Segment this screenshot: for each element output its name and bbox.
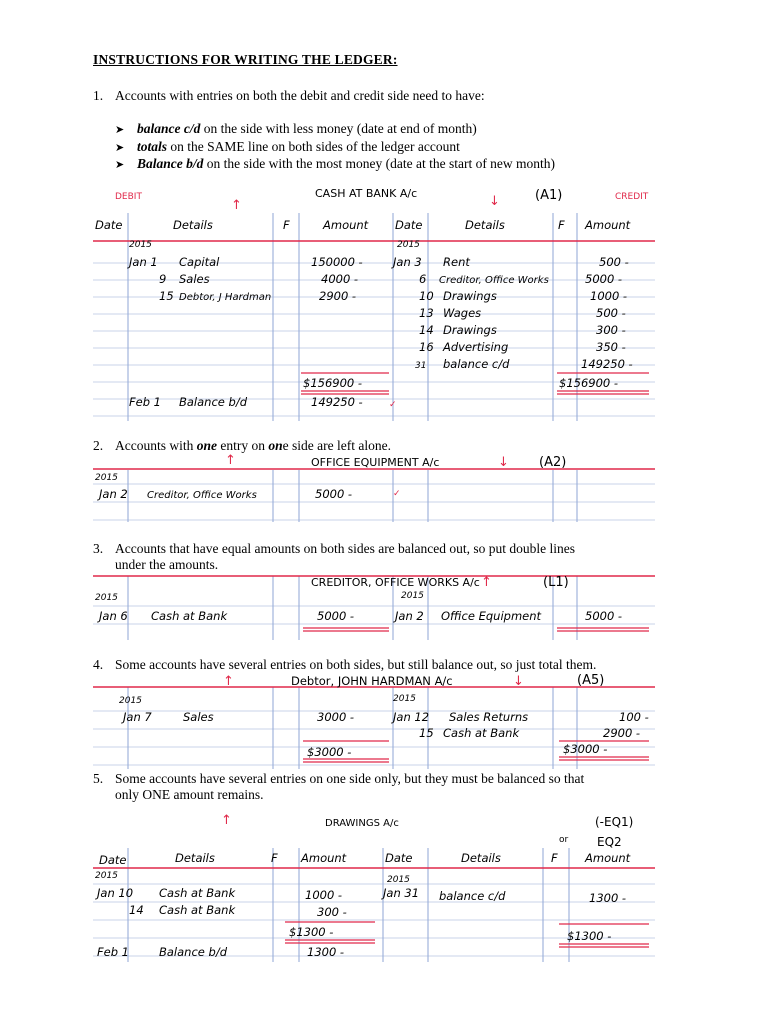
svg-text:2900 -: 2900 - — [603, 726, 641, 740]
svg-text:balance c/d: balance c/d — [439, 889, 506, 903]
svg-text:2015: 2015 — [397, 240, 420, 250]
svg-text:Sales: Sales — [183, 710, 214, 724]
svg-text:Jan 12: Jan 12 — [393, 710, 430, 724]
svg-text:2015: 2015 — [119, 696, 142, 706]
or-label: or — [559, 835, 569, 845]
svg-text:Jan 6: Jan 6 — [99, 609, 128, 623]
svg-text:1300 -: 1300 - — [307, 945, 345, 959]
up-arrow-icon: ↑ — [481, 575, 492, 590]
instruction-5: 5. Some accounts have several entries on one side only, but they must be balanced so that only ONE amount remains. — [93, 771, 585, 802]
svg-text:6: 6 — [419, 272, 427, 286]
account-code: (A2) — [539, 455, 567, 470]
svg-text:5000 -: 5000 - — [585, 609, 623, 623]
svg-text:2015: 2015 — [95, 473, 118, 483]
svg-text:15: 15 — [159, 289, 174, 303]
account-code: (-EQ1) — [595, 815, 634, 829]
up-arrow-icon: ↑ — [221, 813, 232, 828]
total-debit: $156900 - — [303, 376, 363, 390]
ledger-cash-at-bank — [93, 183, 655, 421]
svg-text:1000 -: 1000 - — [590, 289, 628, 303]
svg-text:Cash at Bank: Cash at Bank — [443, 726, 520, 740]
check-mark-icon: ✓ — [393, 489, 401, 499]
svg-text:Jan 10: Jan 10 — [97, 886, 134, 900]
account-title: CREDITOR, OFFICE WORKS A/c — [311, 576, 480, 589]
total-debit: $3000 - — [307, 745, 352, 759]
svg-text:F: F — [283, 218, 290, 232]
svg-text:9: 9 — [159, 272, 167, 286]
svg-text:Amount: Amount — [323, 218, 369, 232]
svg-text:4000 -: 4000 - — [321, 272, 359, 286]
svg-text:F: F — [271, 851, 278, 865]
ledger-drawings — [93, 806, 655, 962]
instruction-1: 1. Accounts with entries on both the debit and credit side need to have: — [93, 88, 485, 103]
svg-text:150000 -: 150000 - — [311, 255, 363, 269]
svg-text:Amount: Amount — [585, 218, 631, 232]
svg-text:Amount: Amount — [585, 851, 631, 865]
svg-text:Capital: Capital — [179, 255, 220, 269]
up-arrow-icon: ↑ — [225, 453, 236, 468]
arrow-bullet-icon: ➤ — [115, 159, 125, 171]
account-title: OFFICE EQUIPMENT A/c — [311, 456, 440, 469]
arrow-bullet-icon: ➤ — [115, 141, 125, 154]
svg-text:5000 -: 5000 - — [585, 272, 623, 286]
svg-text:Cash at Bank: Cash at Bank — [151, 609, 228, 623]
svg-text:Balance b/d: Balance b/d — [159, 945, 227, 959]
account-code-alt: EQ2 — [597, 835, 622, 849]
svg-text:15: 15 — [419, 726, 434, 740]
svg-text:Sales: Sales — [179, 272, 210, 286]
svg-text:2015: 2015 — [129, 240, 152, 250]
svg-text:31: 31 — [415, 361, 427, 371]
check-mark-icon: ✓ — [389, 400, 397, 410]
account-code: (A5) — [577, 673, 605, 688]
svg-text:Office Equipment: Office Equipment — [441, 609, 542, 623]
svg-text:2015: 2015 — [95, 593, 118, 603]
svg-text:2015: 2015 — [401, 591, 424, 601]
svg-text:balance c/d: balance c/d — [443, 357, 510, 371]
total-debit: $1300 - — [289, 925, 334, 939]
svg-text:Jan 2: Jan 2 — [99, 487, 128, 501]
svg-text:Jan 31: Jan 31 — [383, 886, 420, 900]
svg-text:100 -: 100 - — [619, 710, 649, 724]
svg-text:16: 16 — [419, 340, 434, 354]
ledger-office-equipment — [93, 452, 655, 522]
svg-text:1000 -: 1000 - — [305, 888, 343, 902]
svg-text:Amount: Amount — [301, 851, 347, 865]
svg-text:F: F — [551, 851, 558, 865]
debit-label: DEBIT — [115, 192, 142, 202]
svg-text:2015: 2015 — [387, 875, 410, 885]
svg-text:149250 -: 149250 - — [311, 395, 363, 409]
instruction-4: 4. Some accounts have several entries on both sides, but still balance out, so just total them. — [93, 657, 597, 672]
svg-text:Details: Details — [175, 851, 215, 865]
account-title: CASH AT BANK A/c — [315, 187, 418, 200]
svg-text:14: 14 — [129, 903, 144, 917]
svg-text:1300 -: 1300 - — [589, 891, 627, 905]
ledger-creditor-office-works — [93, 572, 655, 640]
up-arrow-icon: ↑ — [231, 198, 242, 213]
svg-text:Feb 1: Feb 1 — [97, 945, 129, 959]
svg-text:2015: 2015 — [393, 694, 416, 704]
svg-text:Drawings: Drawings — [443, 289, 497, 303]
svg-text:Jan 3: Jan 3 — [393, 255, 422, 269]
svg-text:Details: Details — [461, 851, 501, 865]
svg-text:Feb 1: Feb 1 — [129, 395, 161, 409]
instruction-3: 3. Accounts that have equal amounts on both sides are balanced out, so put double lines under the amounts. — [93, 541, 576, 572]
svg-text:300 -: 300 - — [596, 323, 626, 337]
svg-text:2015: 2015 — [95, 871, 118, 881]
account-code: (L1) — [543, 575, 569, 590]
svg-text:Date: Date — [95, 218, 123, 232]
account-code: (A1) — [535, 188, 563, 203]
credit-label: CREDIT — [615, 192, 649, 202]
svg-text:Details: Details — [465, 218, 505, 232]
svg-text:Date: Date — [385, 851, 413, 865]
total-credit: $156900 - — [559, 376, 619, 390]
svg-text:10: 10 — [419, 289, 434, 303]
account-title: Debtor, JOHN HARDMAN A/c — [291, 674, 453, 688]
svg-text:Creditor, Office Works: Creditor, Office Works — [147, 490, 257, 501]
page-heading: INSTRUCTIONS FOR WRITING THE LEDGER: — [93, 52, 398, 67]
svg-text:Balance b/d: Balance b/d — [179, 395, 247, 409]
svg-text:Drawings: Drawings — [443, 323, 497, 337]
svg-text:Wages: Wages — [443, 306, 482, 320]
svg-text:Date: Date — [395, 218, 423, 232]
bullet-balance-cd: ➤ balance c/d on the side with less money (date at end of month) — [115, 121, 555, 139]
svg-text:Sales Returns: Sales Returns — [449, 710, 529, 724]
instruction-1-bullets — [115, 121, 555, 174]
svg-text:350 -: 350 - — [596, 340, 626, 354]
down-arrow-icon: ↓ — [489, 194, 500, 209]
svg-text:5000 -: 5000 - — [315, 487, 353, 501]
svg-text:F: F — [558, 218, 565, 232]
svg-text:13: 13 — [419, 306, 434, 320]
svg-text:Debtor, J Hardman: Debtor, J Hardman — [179, 292, 272, 303]
svg-text:Cash at Bank: Cash at Bank — [159, 903, 236, 917]
total-credit: $3000 - — [563, 742, 608, 756]
ledger-debtor-john-hardman — [93, 671, 655, 769]
svg-text:300 -: 300 - — [317, 905, 347, 919]
svg-text:500 -: 500 - — [596, 306, 626, 320]
down-arrow-icon: ↓ — [513, 674, 524, 689]
svg-text:Jan 7: Jan 7 — [123, 710, 152, 724]
svg-text:Jan 1: Jan 1 — [129, 255, 158, 269]
bullet-totals: ➤ totals on the SAME line on both sides of the ledger account — [115, 139, 555, 157]
svg-text:Jan 2: Jan 2 — [395, 609, 424, 623]
down-arrow-icon: ↓ — [498, 455, 509, 470]
account-title: DRAWINGS A/c — [325, 818, 399, 829]
svg-text:149250 -: 149250 - — [581, 357, 633, 371]
svg-text:2900 -: 2900 - — [319, 289, 357, 303]
svg-text:500 -: 500 - — [599, 255, 629, 269]
up-arrow-icon: ↑ — [223, 674, 234, 689]
total-credit: $1300 - — [567, 929, 612, 943]
svg-text:Details: Details — [173, 218, 213, 232]
arrow-bullet-icon: ➤ — [115, 124, 125, 136]
svg-text:Creditor, Office Works: Creditor, Office Works — [439, 275, 549, 286]
svg-text:5000 -: 5000 - — [317, 609, 355, 623]
svg-text:14: 14 — [419, 323, 434, 337]
svg-text:Advertising: Advertising — [443, 340, 509, 354]
bullet-balance-bd: ➤ Balance b/d on the side with the most money (date at the start of new month) — [115, 156, 555, 174]
svg-text:Cash at Bank: Cash at Bank — [159, 886, 236, 900]
svg-text:Rent: Rent — [443, 255, 470, 269]
instruction-2: 2. Accounts with one entry on one side are left alone. — [93, 438, 391, 453]
svg-text:Date: Date — [99, 853, 127, 867]
svg-text:3000 -: 3000 - — [317, 710, 355, 724]
